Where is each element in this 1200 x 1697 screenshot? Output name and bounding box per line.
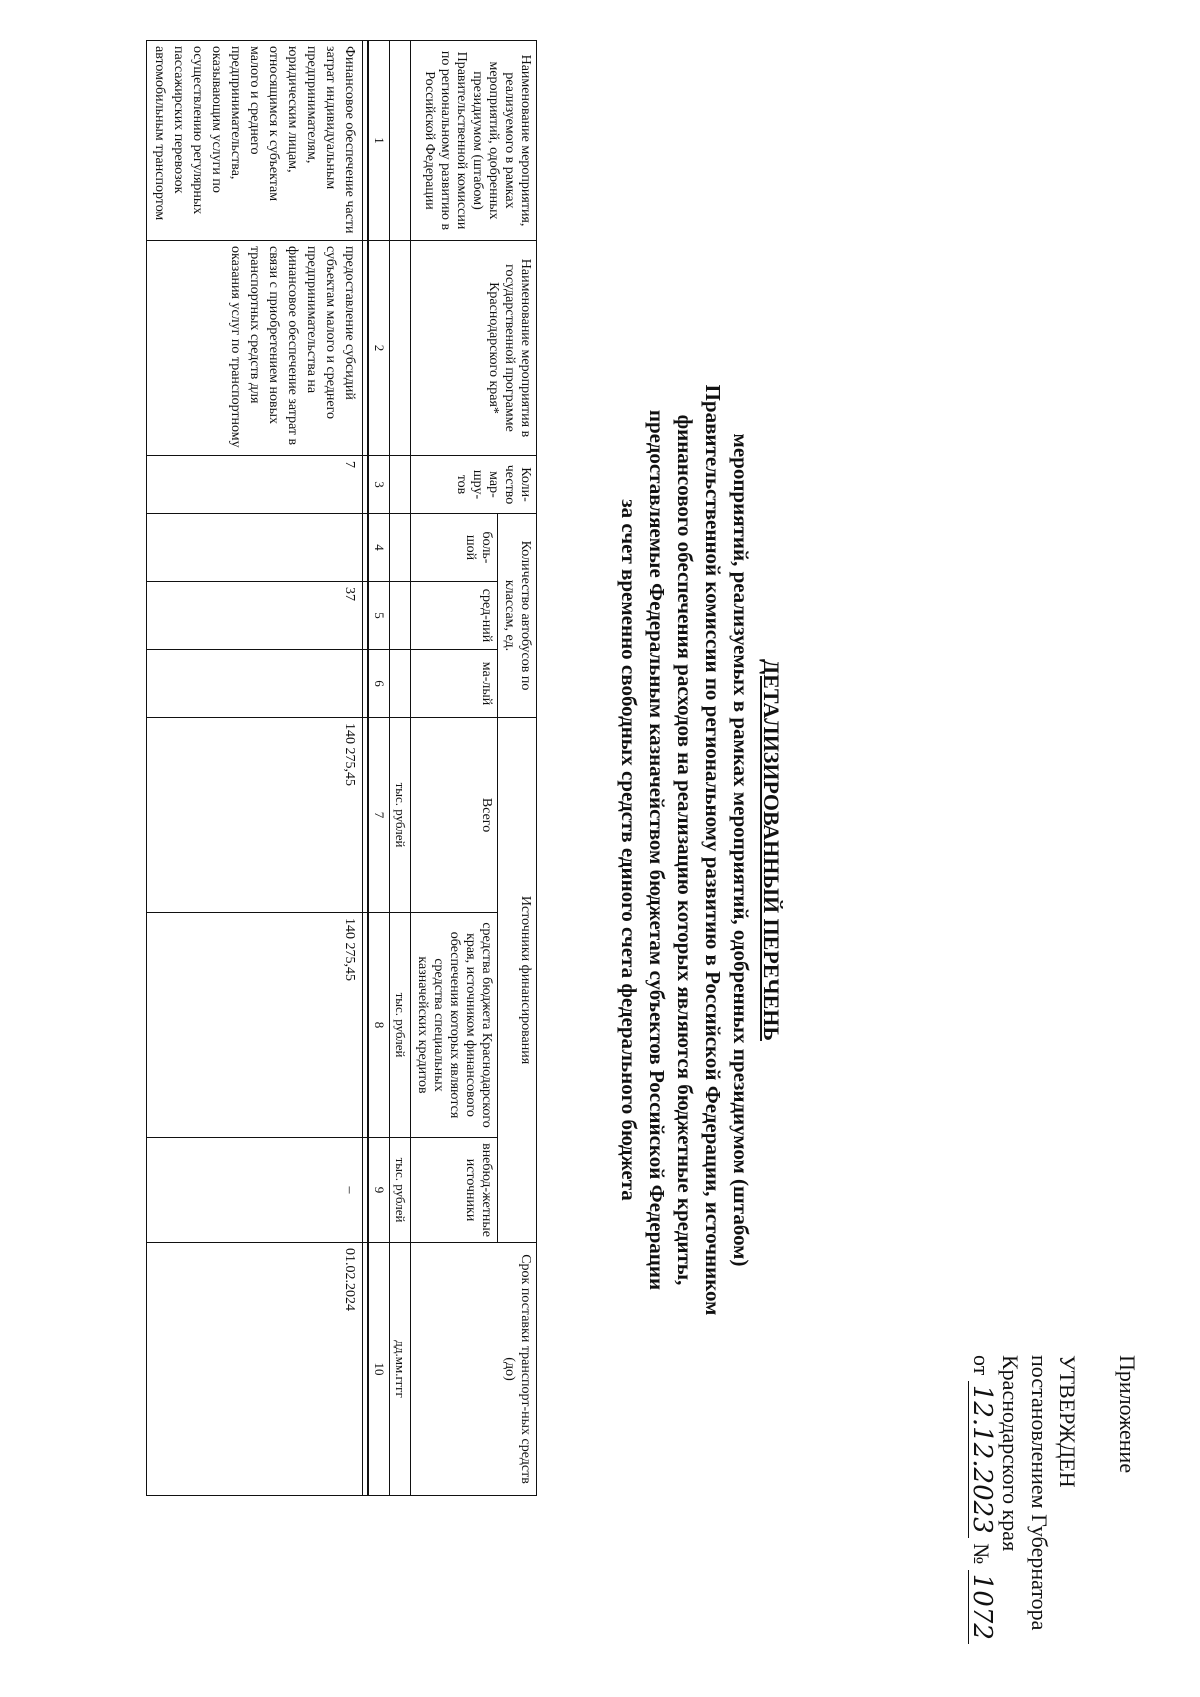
header-col1: Наименование мероприятия, реализуемого в рамках мероприятий, одобренных президиумом (штабом) Правительственной комиссии по региональному развитию в Российской Федерации: [411, 41, 537, 241]
separator-row: [363, 41, 369, 1496]
appendix-label: Приложение: [1115, 1355, 1140, 1474]
column-number: 7: [368, 718, 390, 913]
table-row: [147, 41, 363, 1496]
header-buses-group: Количество автобусов по классам, ед.: [498, 514, 537, 718]
measures-table: [146, 40, 537, 1496]
title-line-1: мероприятий, реализуемых в рамках мероприятий, одобренных президиумом (штабом): [729, 433, 753, 1267]
cell-buses-medium: 37: [147, 582, 363, 650]
column-number: 8: [368, 913, 390, 1138]
approved-heading: УТВЕРЖДЕН: [1055, 1355, 1080, 1488]
column-number-row: [368, 41, 390, 1496]
cell-buses-small: [147, 650, 363, 718]
document-title: [615, 100, 785, 1600]
date-number-line: [967, 1355, 996, 1695]
column-number: 4: [368, 514, 390, 582]
column-number: 10: [368, 1243, 390, 1496]
header-sources-group: Источники финансирования: [498, 718, 537, 1243]
unit-col10: дд.мм.гггг: [390, 1243, 411, 1496]
unit-col9: тыс. рублей: [390, 1138, 411, 1243]
header-col5: сред-ний: [411, 582, 498, 650]
column-number: 6: [368, 650, 390, 718]
column-number: 3: [368, 456, 390, 514]
cell-extrabudgetary: [147, 1138, 363, 1243]
header-col4: боль-шой: [411, 514, 498, 582]
title-line-2: Правительственной комиссии по региональному развитию в Российской Федерации, источником: [701, 384, 725, 1316]
column-number: 9: [368, 1138, 390, 1243]
number-prefix: №: [969, 1543, 994, 1565]
handwritten-number: 1072: [968, 1570, 995, 1644]
header-row-1: [498, 41, 537, 1496]
date-prefix: от: [969, 1355, 994, 1376]
header-col6: ма-лый: [411, 650, 498, 718]
cell-measure-name: Финансовое обеспечение части затрат индивидуальным предпринимателям, юридическим лицам, относящимся к субъектам малого и среднего предпринимательства, оказывающим услуги по осуществлению регулярных пассажирских перевозок автомобильным транспортом: [147, 41, 363, 241]
handwritten-date: 12.12.2023: [968, 1381, 995, 1538]
approved-by-line: постановлением Губернатора: [1027, 1355, 1052, 1631]
units-row: [390, 41, 411, 1496]
cell-regional-budget: 140 275,45: [147, 913, 363, 1138]
cell-program-measure: предоставление субсидий субъектам малого и среднего предпринимательства на финансовое обеспечение затрат в связи с приобретением новых транспортных средств для оказания услуг по транспортному: [147, 241, 363, 456]
unit-col8: тыс. рублей: [390, 913, 411, 1138]
unit-col7: тыс. рублей: [390, 718, 411, 913]
cell-routes-count: 7: [147, 456, 363, 514]
region-line: Краснодарского края: [998, 1355, 1023, 1552]
column-number: 2: [368, 241, 390, 456]
dash-value: –: [342, 1186, 357, 1194]
title-line-4: предоставляемые Федеральным казначейством бюджетам субъектов Российской Федерации: [645, 409, 669, 1291]
header-col8: средства бюджета Краснодарского края, источником финансового обеспечения которых являются средства специальных казначейских кредитов: [411, 913, 498, 1138]
header-col9: внебюд-жетные источники: [411, 1138, 498, 1243]
cell-delivery-date: 01.02.2024: [147, 1243, 363, 1496]
approval-block: [967, 1355, 1140, 1695]
title-line-5: за счет временно свободных средств единого счета федерального бюджета: [617, 499, 641, 1201]
column-number: 5: [368, 582, 390, 650]
column-number: 1: [368, 41, 390, 241]
cell-total: 140 275,45: [147, 718, 363, 913]
title-main: ДЕТАЛИЗИРОВАННЫЙ ПЕРЕЧЕНЬ: [759, 659, 784, 1041]
header-col7: Всего: [411, 718, 498, 913]
title-line-3: финансового обеспечения расходов на реализацию которых являются бюджетные кредиты,: [673, 414, 697, 1286]
header-col10: Срок поставки транспорт-ных средств (до): [411, 1243, 537, 1496]
cell-buses-large: [147, 514, 363, 582]
header-col3: Коли-чество мар-шру-тов: [411, 456, 537, 514]
header-col2: Наименование мероприятия в государственной программе Краснодарского края*: [411, 241, 537, 456]
